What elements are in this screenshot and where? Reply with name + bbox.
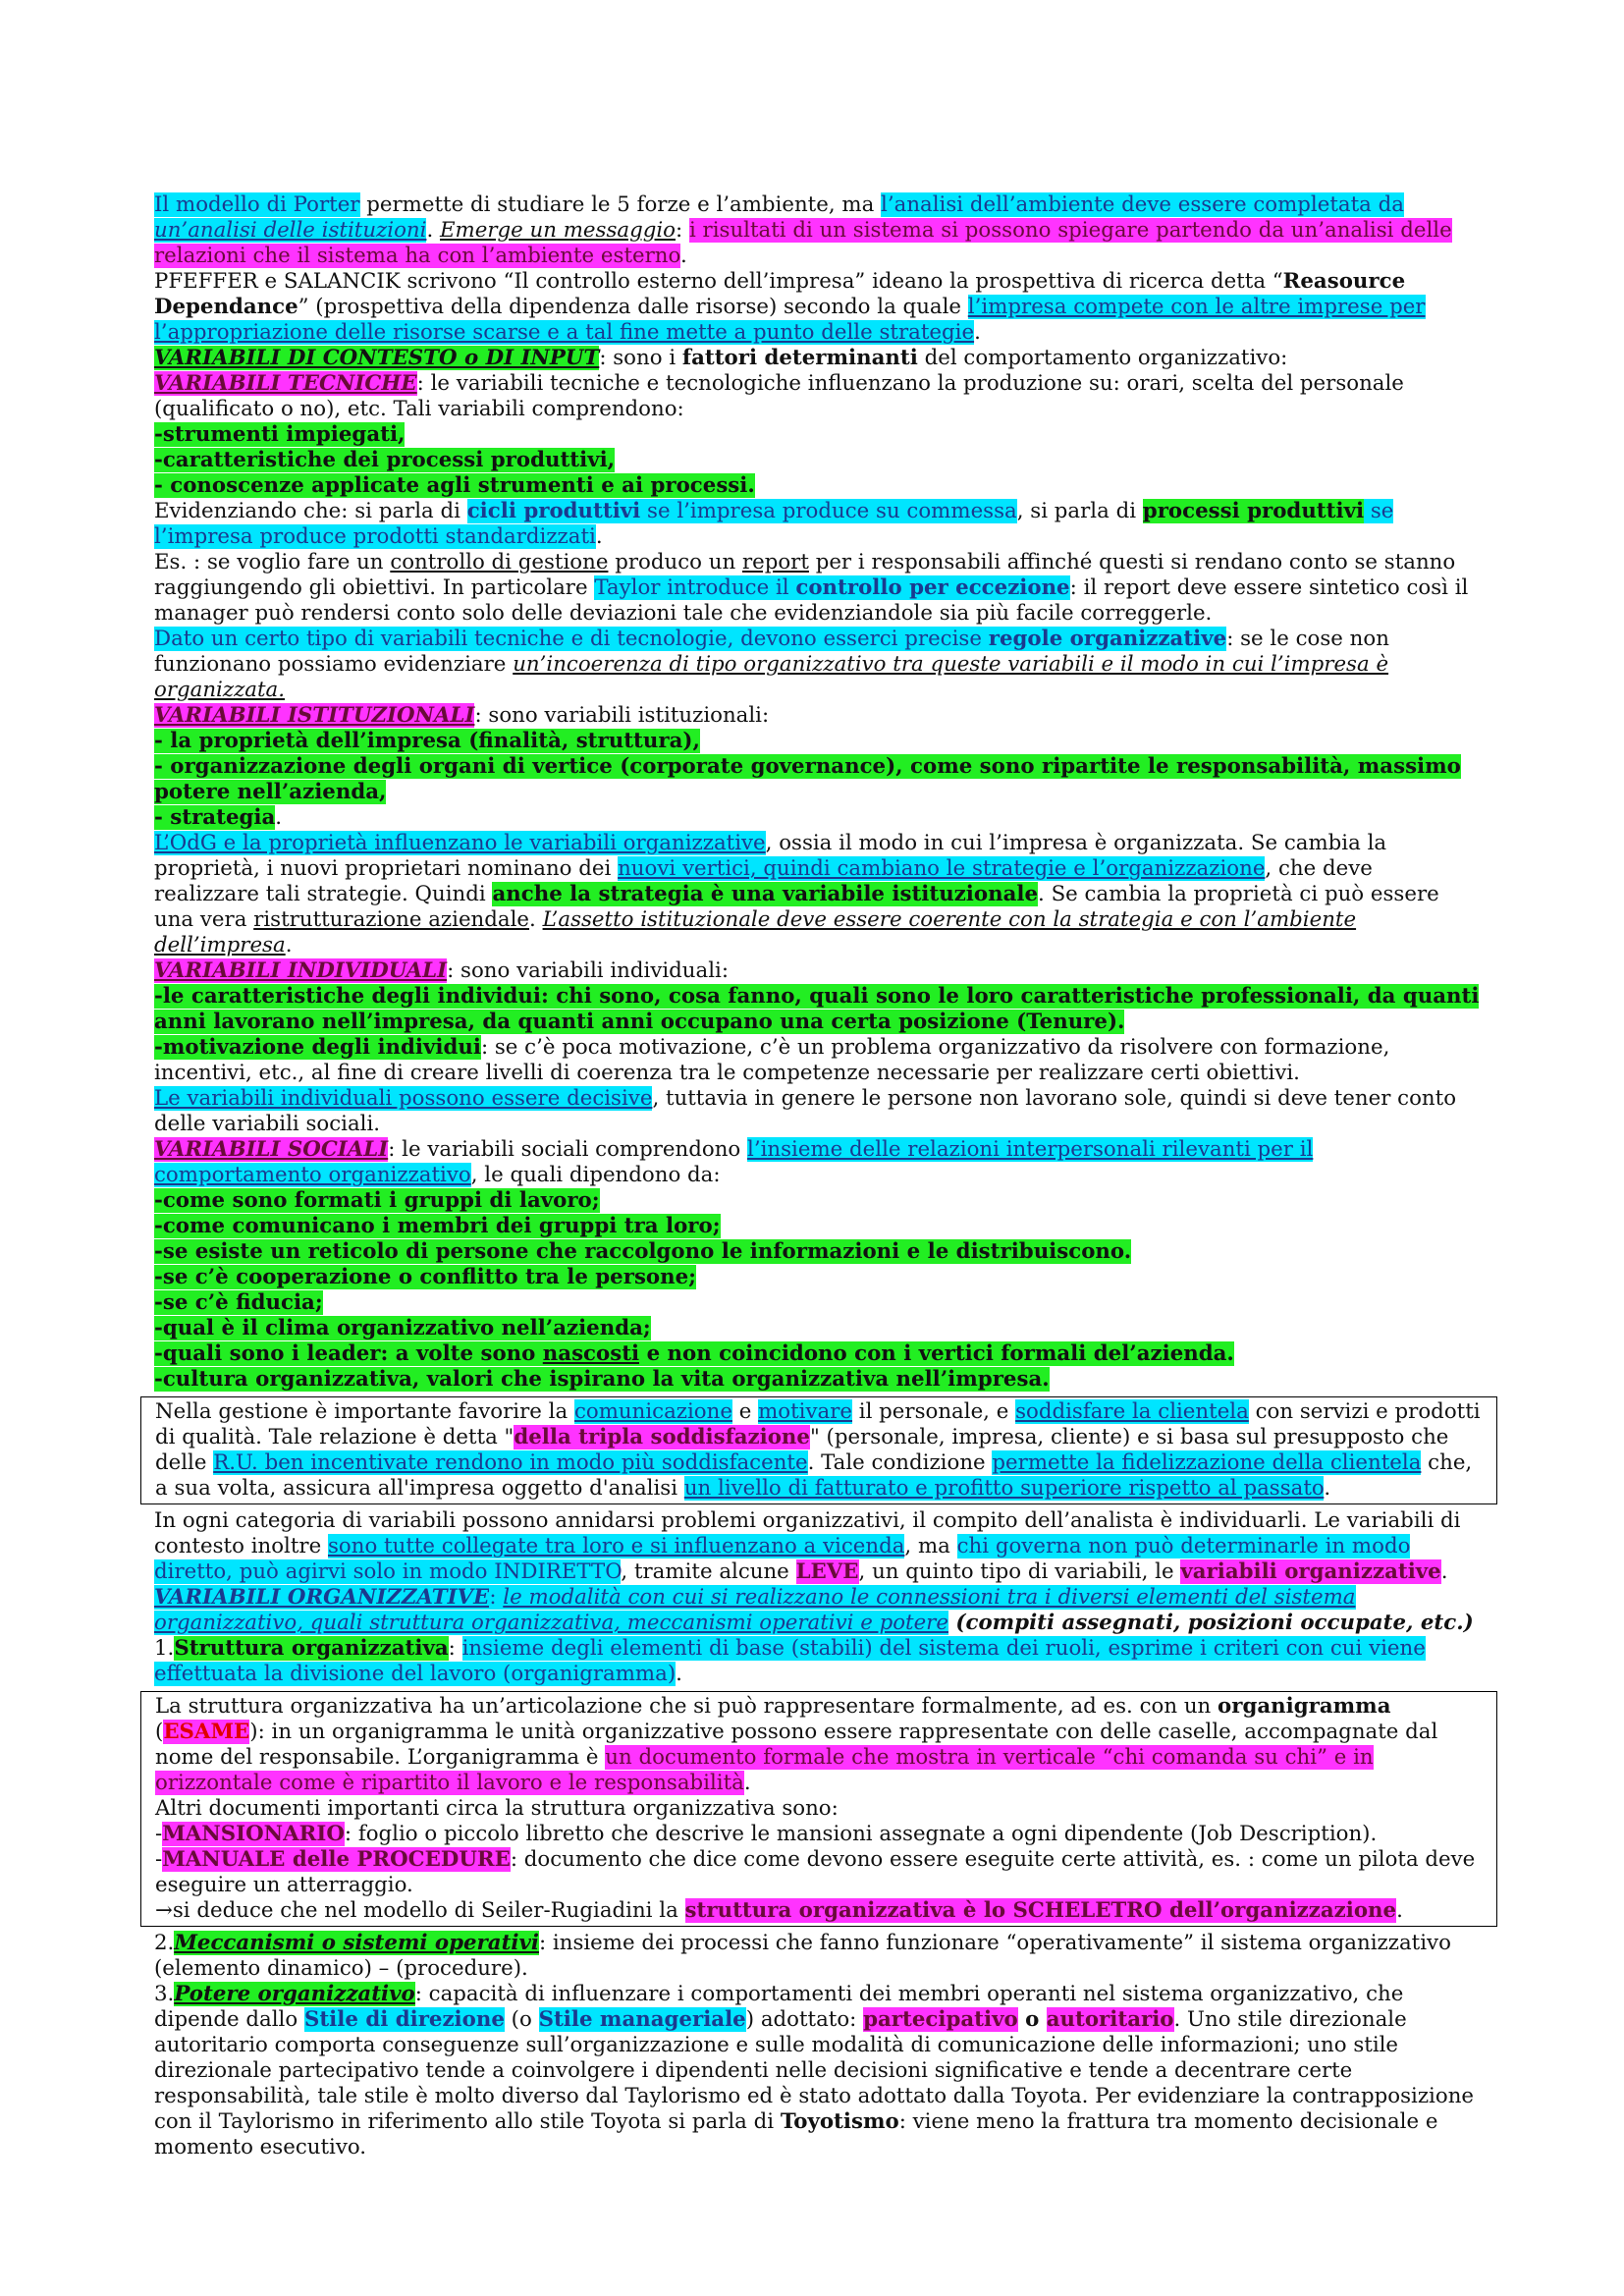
list-item <box>154 1188 1482 1214</box>
text-run: . <box>974 320 981 345</box>
list-item <box>155 1822 1483 1847</box>
text-run: VARIABILI TECNICHE <box>154 371 417 396</box>
text-run: L’assetto istituzionale deve essere coerente con la strategia e con l’ambiente dell’impresa <box>154 907 1357 957</box>
text-run: controllo per eccezione <box>795 575 1070 600</box>
list-item <box>154 984 1482 1035</box>
text-run: : se c’è poca motivazione, c’è un problema organizzativo da risolvere con formazione, incentivi, etc., al fine di creare livelli di coerenza tra le competenze necessarie per realizzare certi obiettivi. <box>154 1035 1390 1085</box>
text-run: se l’impresa produce su commessa <box>640 499 1017 523</box>
paragraph-decisive <box>154 1086 1482 1137</box>
text-run: : il report deve essere sintetico così il manager può rendersi conto solo delle deviazioni tale che evidenziandole sia più facile correggerle. <box>154 575 1469 626</box>
list-item <box>154 1367 1482 1393</box>
text-run: permette la fidelizzazione della clientela <box>992 1450 1422 1475</box>
text-run: LEVE <box>795 1559 859 1584</box>
text-run: sono tutte collegate tra loro e si influenzano a vicenda <box>327 1534 905 1558</box>
text-run: . Tale condizione <box>807 1450 993 1475</box>
text-run: i risultati di un sistema si possono spiegare partendo da un’analisi delle relazioni che il sistema ha con l’ambiente esterno <box>154 218 1452 268</box>
text-run: ESAME <box>163 1720 250 1744</box>
text-run: . Uno stile direzionale autoritario comporta conseguenze sull’organizzazione e sulle modalità di comunicazione delle informazioni; uno stile direzionale partecipativo tende a coinvolgere i dipendenti nelle decisioni significative e tende a decentrare certe responsabilità, tale stile è molto diverso dal Taylorismo ed è stato adottato dalla Toyota. Per evidenziare la contrapposizione con il Taylorismo in riferimento allo stile Toyota si parla di <box>154 2007 1475 2134</box>
text-run: 2. <box>154 1931 175 1955</box>
document-page <box>154 192 1482 2160</box>
boxed-note-tripla-soddisfazione <box>140 1396 1497 1504</box>
paragraph-variabili-individuali <box>154 958 1482 984</box>
text-run: Reasource Dependance <box>154 269 1406 319</box>
text-run: . <box>1324 1476 1331 1501</box>
text-run: , tuttavia in genere le persone non lavorano sole, quindi si deve tener conto delle variabili sociali. <box>154 1086 1457 1136</box>
text-run: il personale, e <box>852 1399 1016 1424</box>
text-run: MANUALE delle PROCEDURE <box>162 1847 511 1872</box>
text-run: : sono variabili istituzionali: <box>474 703 770 728</box>
text-run: . <box>275 805 283 830</box>
text-run: -qual è il clima organizzativo nell’azienda; <box>154 1316 651 1340</box>
list-item <box>154 448 1482 473</box>
text-run: ristrutturazione aziendale <box>253 907 530 932</box>
list-item <box>154 1316 1482 1341</box>
text-run: variabili organizzative <box>1180 1559 1441 1584</box>
paragraph-struttura-organizzativa <box>154 1636 1482 1687</box>
text-run: insieme degli elementi di base (stabili) del sistema dei ruoli, esprime i criteri con cui viene effettuata la divisione del lavoro (organigramma) <box>154 1636 1426 1686</box>
text-run: . <box>1396 1898 1403 1923</box>
text-run: -caratteristiche dei processi produttivi, <box>154 448 616 472</box>
text-run: : capacità di influenzare i comportamenti dei membri operanti nel sistema organizzativo, che dipende dallo <box>154 1982 1404 2032</box>
text-run: PFEFFER e SALANCIK scrivono “Il controllo esterno dell’impresa” ideano la prospettiva di ricerca detta “ <box>154 269 1283 294</box>
text-run: ) adottato: <box>745 2007 864 2032</box>
text-run: . <box>1440 1559 1448 1584</box>
text-run: -se esiste un reticolo di persone che raccolgono le informazioni e le distribuiscono. <box>154 1239 1132 1264</box>
text-run: -le caratteristiche degli individui: chi sono, cosa fanno, quali sono le loro caratteristiche professionali, da quanti anni lavorano nell’impresa, da quanti anni occupano una certa posizione (Tenure). <box>154 984 1480 1034</box>
text-run: processi produttivi <box>1142 499 1365 523</box>
paragraph-odg-proprieta <box>154 831 1482 958</box>
text-run: -come comunicano i membri dei gruppi tra loro; <box>154 1214 721 1238</box>
text-run: della tripla soddisfazione <box>514 1425 810 1449</box>
text-run: : documento che dice come devono essere eseguite certe attività, es. : come un pilota deve eseguire un atterraggio. <box>155 1847 1476 1897</box>
text-run: report <box>741 550 809 574</box>
text-run: per i responsabili affinché questi si rendano conto se stanno raggiungendo gli obiettivi. In particolare <box>154 550 1456 600</box>
text-run: Nella gestione è importante favorire la <box>155 1399 574 1424</box>
text-run: -cultura organizzativa, valori che ispirano la vita organizzativa nell’impresa. <box>154 1367 1050 1392</box>
text-run: struttura organizzativa è lo SCHELETRO dell’organizzazione <box>684 1898 1397 1923</box>
text-run: chi governa non può determinarle in modo diretto, può agirvi solo in modo INDIRETTO <box>154 1534 1411 1584</box>
text-run: -motivazione degli individui <box>154 1035 481 1060</box>
text-run: . <box>285 933 293 957</box>
paragraph-meccanismi-operativi <box>154 1931 1482 1982</box>
section-porter <box>154 192 1482 1393</box>
text-run: - strategia <box>154 805 276 830</box>
text-run: motivare <box>758 1399 853 1424</box>
text-run: le modalità con cui si realizzano le connessioni tra i diversi elementi del sistema organizzativo, quali struttura organizzativa, meccanismi operativi e potere <box>154 1585 1356 1635</box>
text-run: del comportamento organizzativo: <box>917 346 1288 370</box>
text-run: un’incoerenza di tipo organizzativo tra queste variabili e il modo in cui l’impresa è organizzata. <box>154 652 1389 702</box>
list-item <box>154 1214 1482 1239</box>
list-item <box>154 473 1482 499</box>
text-run: VARIABILI ISTITUZIONALI <box>154 703 475 728</box>
text-run: : sono i <box>599 346 682 370</box>
text-run: un documento formale che mostra in verticale “chi comanda su chi” e in orizzontale come è ripartito il lavoro e le responsabilità <box>155 1745 1374 1795</box>
text-run: . <box>426 218 440 243</box>
paragraph-potere-organizzativo <box>154 1982 1482 2160</box>
paragraph-problemi-organizzativi <box>154 1508 1482 1585</box>
text-run: organigramma <box>1218 1694 1391 1719</box>
text-run: - organizzazione degli organi di vertice (corporate governance), come sono ripartite le responsabilità, massimo potere nell’azienda, <box>154 754 1461 804</box>
text-run: Potere organizzativo <box>174 1982 415 2006</box>
text-run: ” (prospettiva della dipendenza dalle risorse) secondo la quale <box>298 295 968 319</box>
text-run: . <box>595 524 603 549</box>
text-run: , le quali dipendono da: <box>470 1163 721 1187</box>
text-run: , tramite alcune <box>621 1559 796 1584</box>
list-item <box>154 729 1482 754</box>
text-run: nuovi vertici, quindi cambiano le strategie e l’organizzazione <box>618 856 1266 881</box>
text-run: VARIABILI INDIVIDUALI <box>154 958 448 983</box>
text-run: -se c’è cooperazione o conflitto tra le persone; <box>154 1265 697 1289</box>
text-run: l’analisi dell’ambiente deve essere completata da <box>881 192 1404 217</box>
text-run: un livello di fatturato e profitto superiore rispetto al passato <box>683 1476 1325 1501</box>
text-run: Il modello di Porter <box>154 192 360 217</box>
text-run: l’impresa compete con le altre imprese per l’appropriazione delle risorse scarse e a tal fine mette a punto delle strategie <box>154 295 1426 345</box>
text-run: -se c’è fiducia; <box>154 1290 323 1315</box>
list-item <box>154 1265 1482 1290</box>
text-run: o <box>1017 2007 1047 2032</box>
list-item <box>154 1239 1482 1265</box>
text-run: Dato un certo tipo di variabili tecniche e di tecnologie, devono esserci precise <box>154 627 989 651</box>
paragraph-porter <box>154 192 1482 269</box>
text-run: (compiti assegnati, posizioni occupate, etc.) <box>947 1611 1474 1635</box>
paragraph-variabili-contesto <box>154 346 1482 371</box>
text-run: : se le cose non funzionano possiamo evidenziare <box>154 627 1389 677</box>
text-run: MANSIONARIO <box>162 1822 345 1846</box>
text-run: Altri documenti importanti circa la struttura organizzativa sono: <box>155 1796 839 1821</box>
text-run: Le variabili individuali possono essere decisive <box>154 1086 653 1111</box>
text-run: - la proprietà dell’impresa (finalità, struttura), <box>154 729 700 753</box>
text-run: (o <box>504 2007 539 2032</box>
text-run: controllo di gestione <box>390 550 609 574</box>
text-run: cicli produttivi <box>466 499 641 523</box>
text-run: . Se cambia la proprietà ci può essere una vera <box>154 882 1439 932</box>
text-run: e non coincidono con i vertici formali del’azienda. <box>639 1341 1234 1366</box>
text-run: - <box>155 1822 163 1846</box>
list-item <box>154 1290 1482 1316</box>
text-run: anche la strategia è una variabile istituzionale <box>492 882 1039 906</box>
text-run: permette di studiare le 5 forze e l’ambiente, ma <box>359 192 882 217</box>
text-run: →si deduce che nel modello di Seiler-Rugiadini la <box>155 1898 685 1923</box>
list-item <box>155 1847 1483 1898</box>
paragraph-tripla-soddisfazione <box>155 1399 1483 1502</box>
text-run: : le variabili sociali comprendono <box>388 1137 748 1162</box>
list-item <box>154 1341 1482 1367</box>
text-run: Struttura organizzativa <box>174 1636 449 1661</box>
text-run: La struttura organizzativa ha un’articolazione che si può rappresentare formalmente, ad es. con un <box>155 1694 1218 1719</box>
text-run: Evidenziando che: si parla di <box>154 499 467 523</box>
list-item <box>154 805 1482 831</box>
text-run: , che deve realizzare tali strategie. Quindi <box>154 856 1373 906</box>
text-run: : foglio o piccolo libretto che descrive le mansioni assegnate a ogni dipendente (Job Description). <box>344 1822 1378 1846</box>
text-run: che, a sua volta, assicura all'impresa oggetto d'analisi <box>155 1450 1473 1501</box>
boxed-note-organigramma <box>140 1691 1497 1927</box>
text-run: - <box>155 1847 163 1872</box>
text-run: Emerge un messaggio <box>440 218 676 243</box>
text-run: e <box>731 1399 759 1424</box>
text-run: soddisfare la clientela <box>1015 1399 1249 1424</box>
text-run: : <box>489 1585 504 1610</box>
paragraph-pfeffer-salancik <box>154 269 1482 346</box>
paragraph-altri-documenti <box>155 1796 1483 1822</box>
text-run: R.U. ben incentivate rendono in modo più soddisfacente <box>213 1450 808 1475</box>
text-run: , un quinto tipo di variabili, le <box>858 1559 1181 1584</box>
text-run: fattori determinanti <box>681 346 918 370</box>
text-run: Taylor introduce il <box>594 575 796 600</box>
paragraph-regole-organizzative <box>154 627 1482 703</box>
text-run: Stile manageriale <box>538 2007 746 2032</box>
text-run: . <box>529 907 543 932</box>
text-run: VARIABILI DI CONTESTO o DI INPUT <box>154 346 600 370</box>
paragraph-organigramma <box>155 1694 1483 1796</box>
paragraph-variabili-istituzionali <box>154 703 1482 729</box>
list-item <box>154 1035 1482 1086</box>
text-run: : insieme dei processi che fanno funzionare “operativamente” il sistema organizzativo (elemento dinamico) – (procedure). <box>154 1931 1451 1981</box>
text-run: -come sono formati i gruppi di lavoro; <box>154 1188 600 1213</box>
text-run: Es. : se voglio fare un <box>154 550 391 574</box>
text-run: VARIABILI ORGANIZZATIVE <box>154 1585 490 1610</box>
text-run: L’OdG e la proprietà influenzano le variabili organizzative <box>154 831 766 855</box>
text-run: : <box>448 1636 462 1661</box>
text-run: partecipativo <box>863 2007 1018 2032</box>
text-run: VARIABILI SOCIALI <box>154 1137 389 1162</box>
text-run: -quali sono i leader: a volte sono <box>154 1341 543 1366</box>
text-run: 1. <box>154 1636 175 1661</box>
text-run: -strumenti impiegati, <box>154 422 406 447</box>
text-run: , ossia il modo in cui l’impresa è organizzata. Se cambia la proprietà, i nuovi proprietari nominano dei <box>154 831 1387 881</box>
text-run: con servizi e prodotti di qualità. Tale relazione è detta " <box>155 1399 1481 1449</box>
text-run: - conoscenze applicate agli strumenti e ai processi. <box>154 473 755 498</box>
paragraph-variabili-sociali <box>154 1137 1482 1188</box>
text-run: se l’impresa produce prodotti standardizzati <box>154 499 1394 549</box>
text-run: ( <box>155 1720 164 1744</box>
text-run: : le variabili tecniche e tecnologiche influenzano la produzione su: orari, scelta del personale (qualificato o no), etc. Tali variabili comprendono: <box>154 371 1404 421</box>
text-run: : sono variabili individuali: <box>447 958 730 983</box>
text-run: , si parla di <box>1016 499 1143 523</box>
paragraph-controllo-gestione <box>154 550 1482 627</box>
paragraph-scheletro <box>155 1898 1483 1924</box>
text-run: : viene meno la frattura tra momento decisionale e momento esecutivo. <box>154 2109 1438 2159</box>
text-run: produco un <box>608 550 742 574</box>
paragraph-variabili-tecniche <box>154 371 1482 422</box>
text-run: regole organizzative <box>988 627 1227 651</box>
text-run: : <box>676 218 689 243</box>
text-run: comunicazione <box>573 1399 732 1424</box>
text-run: un’analisi delle istituzioni <box>154 218 427 243</box>
paragraph-variabili-organizzative <box>154 1585 1482 1636</box>
text-run: 3. <box>154 1982 175 2006</box>
list-item <box>154 422 1482 448</box>
text-run: Toyotismo <box>780 2109 899 2134</box>
text-run: , ma <box>904 1534 957 1558</box>
text-run: . <box>679 244 687 268</box>
text-run: Meccanismi o sistemi operativi <box>174 1931 539 1955</box>
text-run: . <box>676 1662 682 1686</box>
paragraph-cicli-produttivi <box>154 499 1482 550</box>
text-run: ): in un organigramma le unità organizzative possono essere rappresentate con delle caselle, accompagnate dal nome del responsabile. L’organigramma è <box>155 1720 1438 1770</box>
text-run: . <box>743 1771 751 1795</box>
list-item <box>154 754 1482 805</box>
text-run: autoritario <box>1046 2007 1174 2032</box>
text-run: l’insieme delle relazioni interpersonali rilevanti per il comportamento organizzativo <box>154 1137 1314 1187</box>
text-run: nascosti <box>542 1341 640 1366</box>
text-run: In ogni categoria di variabili possono annidarsi problemi organizzativi, il compito dell’analista è individuarli. Le variabili di contesto inoltre <box>154 1508 1461 1558</box>
text-run: Stile di direzione <box>303 2007 505 2032</box>
text-run: " (personale, impresa, cliente) e si basa sul presupposto che delle <box>155 1425 1449 1475</box>
